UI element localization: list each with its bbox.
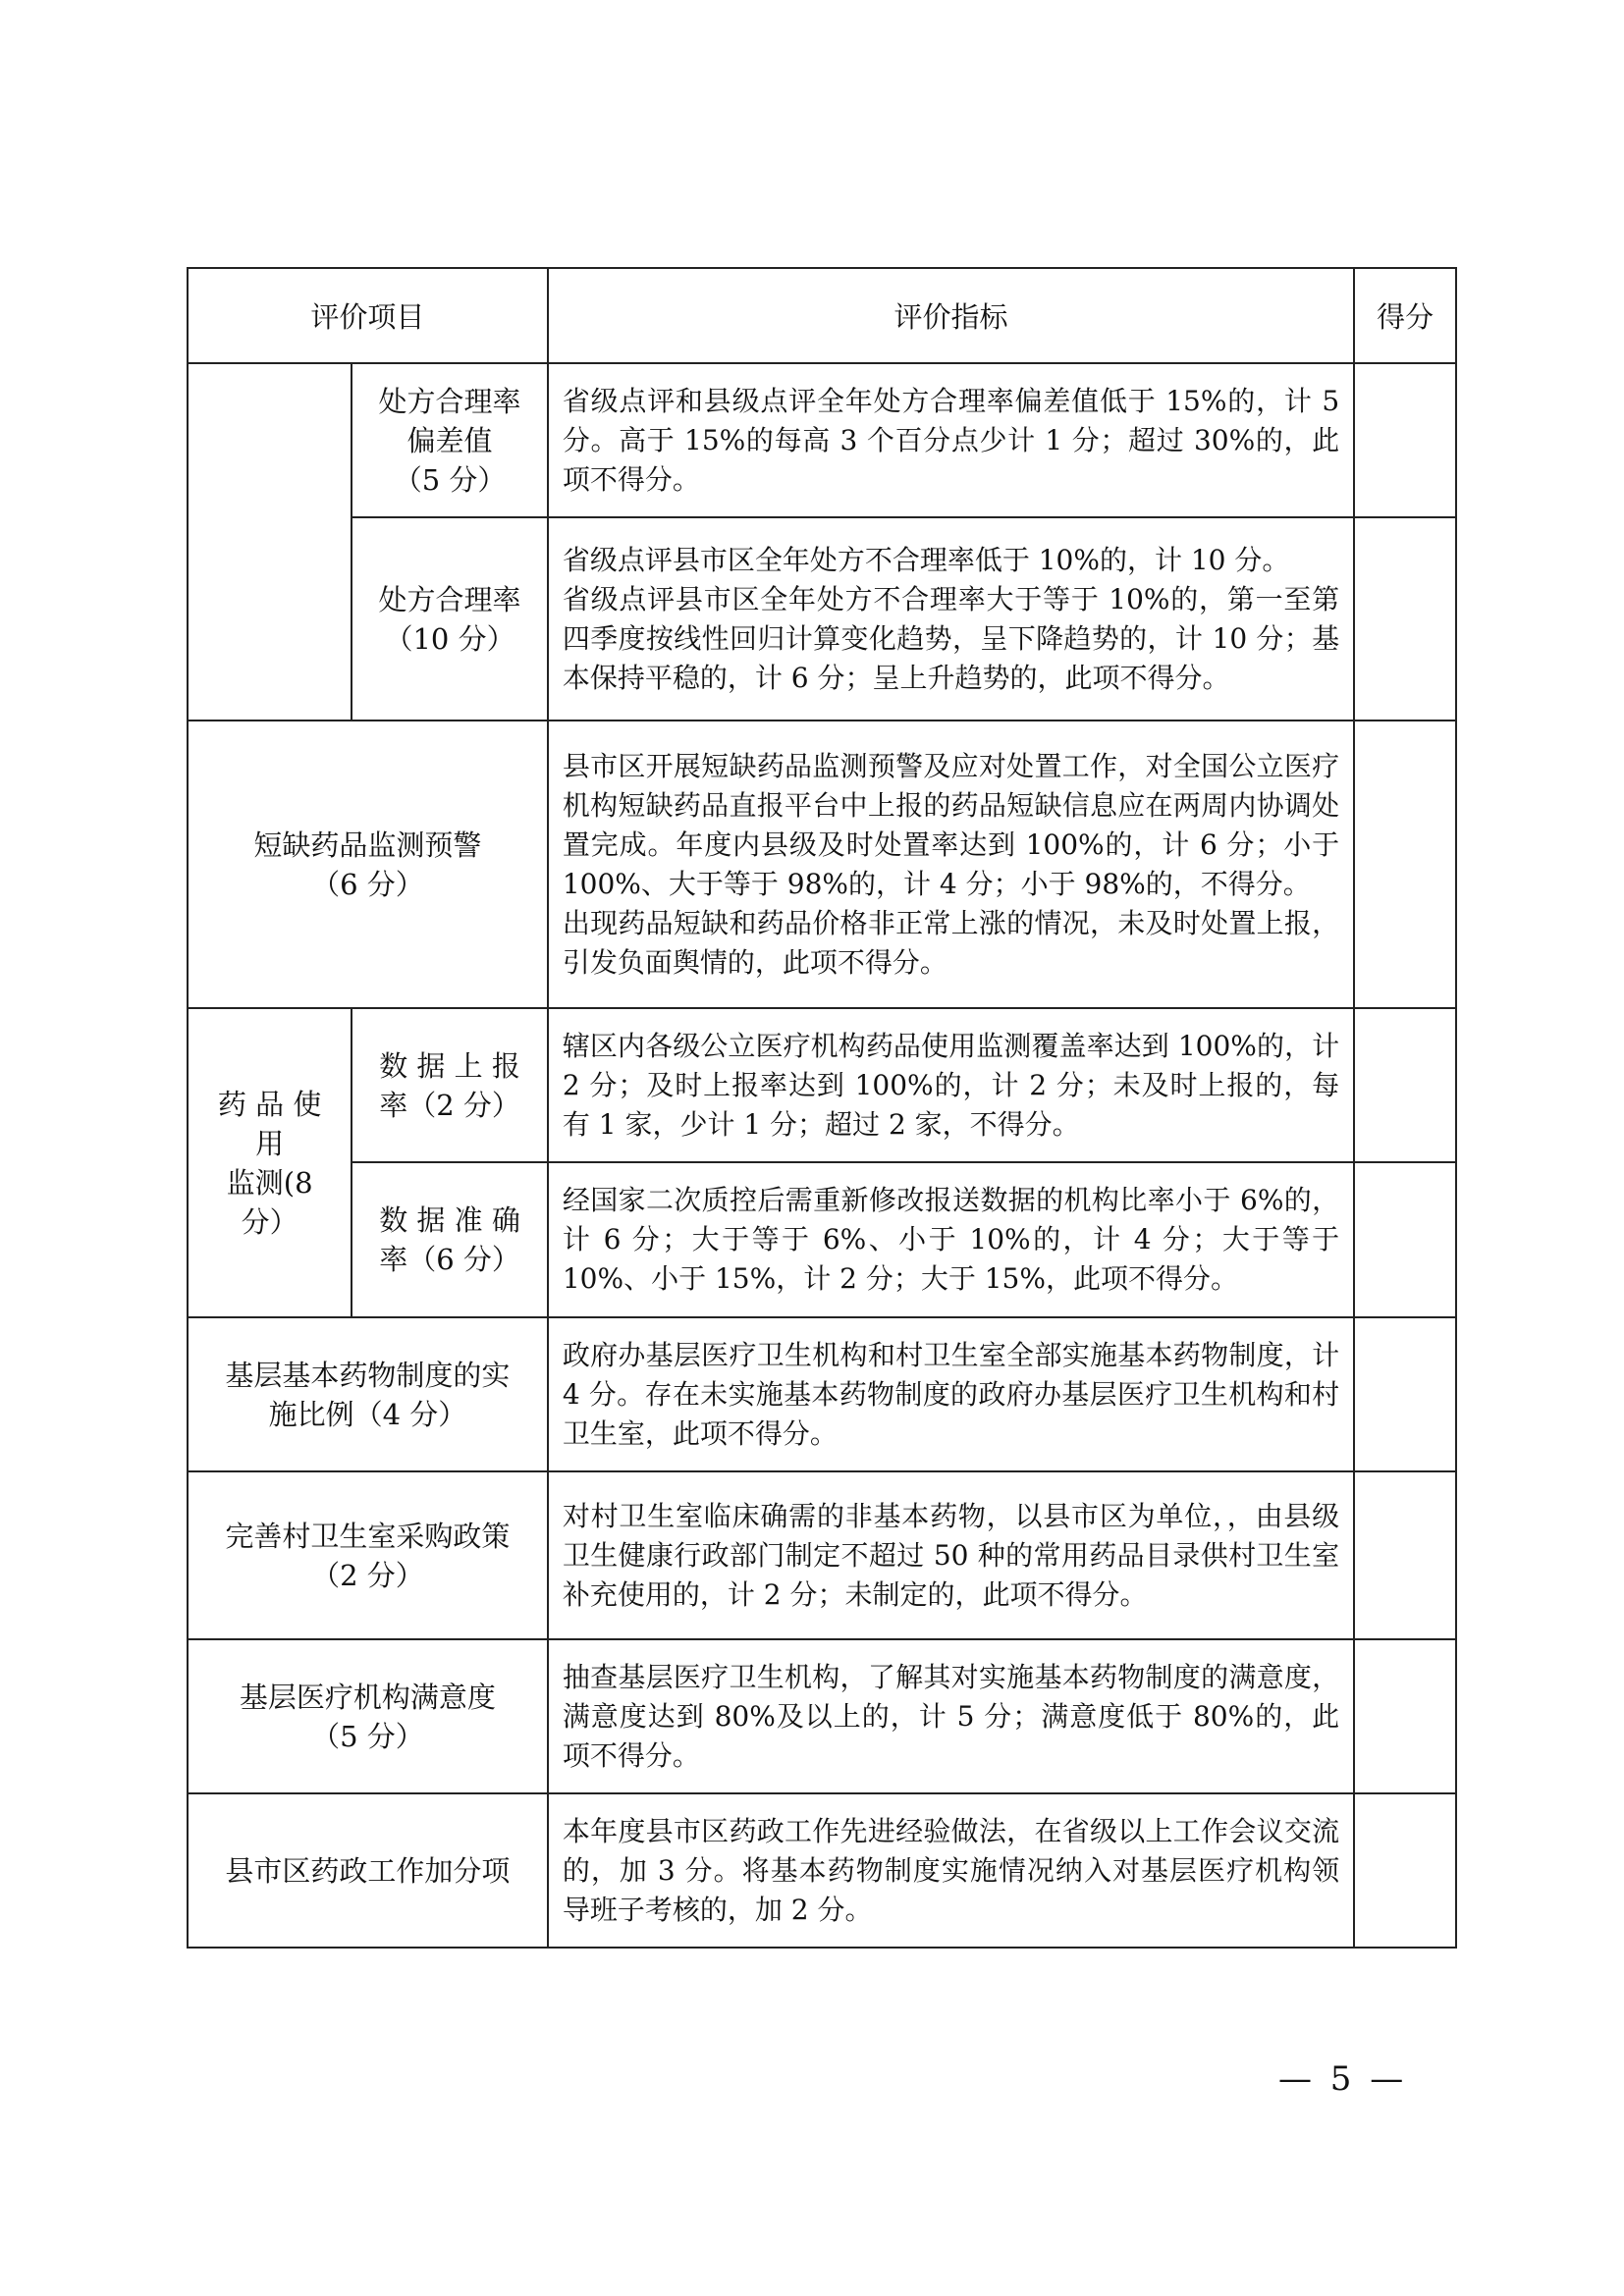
category-line: （5 分） <box>311 1719 424 1753</box>
score-cell[interactable] <box>1354 721 1456 1008</box>
sub-item-line: 偏差值 <box>406 423 493 457</box>
sub-item-cell <box>352 363 548 517</box>
indicator-paragraph: 县市区开展短缺药品监测预警及应对处置工作，对全国公立医疗机构短缺药品直报平台中上报的药品短缺信息应在两周内协调处置完成。年度内县级及时处置率达到 100%的，计 6 分；小于 100%、大于等于 98%的，计 4 分；小于 98%的，不得分。 <box>562 749 1340 900</box>
sub-item-cell <box>352 517 548 721</box>
indicator-cell: 省级点评和县级点评全年处方合理率偏差值低于 15%的，计 5 分。高于 15%的每高 3 个百分点少计 1 分；超过 30%的，此项不得分。 <box>548 363 1354 517</box>
category-cell <box>188 721 548 1008</box>
category-cell <box>188 1471 548 1639</box>
indicator-cell <box>548 721 1354 1008</box>
table-row <box>188 517 1456 721</box>
sub-item-line: 处方合理率 <box>378 384 521 418</box>
table-header-row <box>188 268 1456 363</box>
table-row <box>188 1793 1456 1948</box>
score-cell[interactable] <box>1354 363 1456 517</box>
category-line: 施比例（4 分） <box>268 1397 467 1431</box>
sub-item-line: 处方合理率 <box>378 582 521 616</box>
sub-item-line: 率（6 分） <box>379 1243 520 1276</box>
score-cell[interactable] <box>1354 1008 1456 1162</box>
sub-item-cell <box>352 1162 548 1317</box>
indicator-cell: 政府办基层医疗卫生机构和村卫生室全部实施基本药物制度，计 4 分。存在未实施基本药物制度的政府办基层医疗卫生机构和村卫生室，此项不得分。 <box>548 1317 1354 1471</box>
table-row <box>188 363 1456 517</box>
indicator-paragraph: 出现药品短缺和药品价格非正常上涨的情况，未及时处置上报，引发负面舆情的，此项不得分。 <box>562 906 1340 979</box>
category-cell-empty <box>188 363 352 721</box>
page-number: — 5 — <box>1278 2059 1408 2099</box>
score-cell[interactable] <box>1354 1317 1456 1471</box>
indicator-cell: 辖区内各级公立医疗机构药品使用监测覆盖率达到 100%的，计 2 分；及时上报率达到 100%的，计 2 分；未及时上报的，每有 1 家，少计 1 分；超过 2 家，不得分。 <box>548 1008 1354 1162</box>
table-row <box>188 1639 1456 1793</box>
sub-item-line: （5 分） <box>393 462 507 497</box>
category-line: （2 分） <box>311 1558 424 1592</box>
indicator-cell: 抽查基层医疗卫生机构，了解其对实施基本药物制度的满意度，满意度达到 80%及以上的，计 5 分；满意度低于 80%的，此项不得分。 <box>548 1639 1354 1793</box>
category-line: 基层医疗机构满意度 <box>239 1680 496 1714</box>
score-cell[interactable] <box>1354 1793 1456 1948</box>
category-line: 县市区药政工作加分项 <box>225 1853 511 1888</box>
table-row <box>188 1162 1456 1317</box>
indicator-cell: 本年度县市区药政工作先进经验做法，在省级以上工作会议交流的，加 3 分。将基本药物制度实施情况纳入对基层医疗机构领导班子考核的，加 2 分。 <box>548 1793 1354 1948</box>
indicator-cell <box>548 517 1354 721</box>
indicator-paragraph: 省级点评县市区全年处方不合理率大于等于 10%的，第一至第四季度按线性回归计算变化趋势，呈下降趋势的，计 10 分；基本保持平稳的，计 6 分；呈上升趋势的，此项不得分。 <box>562 582 1340 694</box>
score-cell[interactable] <box>1354 1162 1456 1317</box>
table-row <box>188 1317 1456 1471</box>
score-cell[interactable] <box>1354 1471 1456 1639</box>
category-line: （6 分） <box>311 867 424 901</box>
header-item: 评价项目 <box>188 268 548 363</box>
category-cell <box>188 1317 548 1471</box>
sub-item-line: 率（2 分） <box>379 1088 520 1122</box>
sub-item-cell <box>352 1008 548 1162</box>
score-cell[interactable] <box>1354 1639 1456 1793</box>
category-line: 基层基本药物制度的实 <box>225 1358 511 1392</box>
sub-item-line: 数 据 上 报 <box>379 1048 520 1083</box>
indicator-cell: 经国家二次质控后需重新修改报送数据的机构比率小于 6%的，计 6 分；大于等于 6%、小于 10%的，计 4 分；大于等于 10%、小于 15%，计 2 分；大于 15%，此项不得分。 <box>548 1162 1354 1317</box>
category-cell <box>188 1793 548 1948</box>
table-row <box>188 1008 1456 1162</box>
table-row <box>188 1471 1456 1639</box>
indicator-cell: 对村卫生室临床确需的非基本药物，以县市区为单位，，由县级卫生健康行政部门制定不超过 50 种的常用药品目录供村卫生室补充使用的，计 2 分；未制定的，此项不得分。 <box>548 1471 1354 1639</box>
indicator-paragraph: 省级点评县市区全年处方不合理率低于 10%的，计 10 分。 <box>562 543 1290 576</box>
sub-item-line: 数 据 准 确 <box>379 1203 520 1237</box>
category-cell <box>188 1639 548 1793</box>
score-cell[interactable] <box>1354 517 1456 721</box>
table-row <box>188 721 1456 1008</box>
category-cell <box>188 1008 352 1317</box>
category-line: 药 品 使 用 <box>217 1087 322 1160</box>
header-indicator: 评价指标 <box>548 268 1354 363</box>
category-line: 完善村卫生室采购政策 <box>225 1519 511 1553</box>
evaluation-table <box>187 267 1457 1949</box>
header-score: 得分 <box>1354 268 1456 363</box>
category-line: 监测(8 分） <box>226 1165 313 1239</box>
sub-item-line: （10 分） <box>384 621 515 656</box>
category-line: 短缺药品监测预警 <box>253 828 482 862</box>
